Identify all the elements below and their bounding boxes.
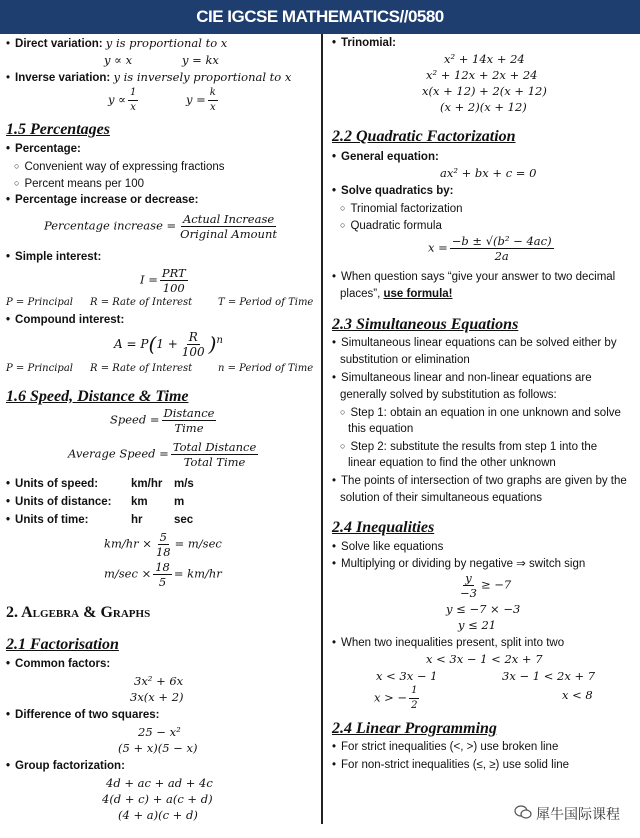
sim-step1-line1: ○ Step 1: obtain an equation in one unknown and solve [340, 405, 621, 420]
sim-step2-line1: ○ Step 2: substitute the results from step 1 into the [340, 439, 597, 454]
solve-sub2: ○ Quadratic formula [340, 218, 442, 233]
simple-interest-formula: I = $\frac{\text{PRT}}{100}$ [140, 266, 186, 295]
trinomial-line3: x(x + 12) + 2(x + 12) [422, 84, 547, 98]
lp-b1: • For strict inequalities (<, >) use broken line [332, 740, 558, 754]
units-speed-b: m/s [174, 478, 194, 490]
average-speed-formula: Average Speed = $\frac{\text{Total Distance}}{\text{Total Time}}$ [68, 440, 257, 469]
ineq-b3: • When two inequalities present, split into two [332, 636, 564, 650]
section-2-4b-title: 2.4 Linear Programming [332, 720, 497, 737]
group-factorization-label: • Group factorization: [6, 759, 125, 773]
section-2-2-title: 2.2 Quadratic Factorization [332, 128, 516, 145]
qf-note-line1: • When question says “give your answer to two decimal [332, 270, 615, 284]
page-header [0, 0, 640, 34]
trinomial-line2: x² + 12x + 2x + 24 [426, 68, 538, 82]
dos-label: • Difference of two squares: [6, 708, 159, 722]
ineq-example3: y ≤ 21 [458, 618, 497, 632]
inverse-variation-item: • Inverse variation: y is inversely proportional to x [6, 70, 291, 85]
dos-line1: 25 − x² [138, 725, 181, 739]
dos-line2: (5 + x)(5 − x) [118, 741, 198, 755]
sim-b3-line2: solution of their simultaneous equations [340, 492, 543, 504]
speed-formula: Speed = $\frac{\text{Distance}}{\text{Time}}$ [110, 406, 215, 435]
units-time-a: hr [131, 514, 143, 526]
wechat-icon [514, 805, 532, 823]
column-divider [321, 34, 323, 824]
percentage-sub1: ○ Convenient way of expressing fractions [14, 159, 225, 174]
ineq-right2: x < 8 [562, 688, 593, 702]
section-2-title: 2. Algebra & Graphs [6, 604, 151, 621]
gf-line1: 4d + ac + ad + 4c [106, 776, 213, 790]
sim-b2-line2: generally solved by substitution as follows: [340, 389, 557, 401]
direct-formula-a: y ∝ x [104, 53, 133, 67]
compound-interest-label: • Compound interest: [6, 313, 124, 327]
ineq-left2: x > − $\frac{1}{2}$ [374, 685, 418, 711]
units-time-label: • Units of time: [6, 513, 89, 527]
ci-legend-p: P = Principal [6, 363, 73, 374]
sim-b1-line1: • Simultaneous linear equations can be solved either by [332, 336, 617, 350]
common-factors-label: • Common factors: [6, 657, 110, 671]
si-legend-r: R = Rate of Interest [90, 297, 193, 308]
qf-note-line2: places”, use formula! [340, 288, 453, 300]
units-speed-a: km/hr [131, 478, 163, 490]
ineq-b1: • Solve like equations [332, 540, 443, 554]
ineq-right1: 3x − 1 < 2x + 7 [502, 669, 596, 683]
section-1-6-title: 1.6 Speed, Distance & Time [6, 388, 189, 405]
sim-b2-line1: • Simultaneous linear and non-linear equations are [332, 371, 592, 385]
lp-b2: • For non-strict inequalities (≤, ≥) use solid line [332, 758, 569, 772]
si-legend-t: T = Period of Time [218, 297, 314, 308]
solve-quadratics-label: • Solve quadratics by: [332, 184, 454, 198]
units-distance-a: km [131, 496, 148, 508]
units-speed-label: • Units of speed: [6, 477, 98, 491]
ineq-split: x < 3x − 1 < 2x + 7 [426, 652, 543, 666]
percentage-sub2: ○ Percent means per 100 [14, 176, 144, 191]
units-distance-label: • Units of distance: [6, 495, 112, 509]
pct-change-label: • Percentage increase or decrease: [6, 193, 199, 207]
compound-interest-formula: A = P(1 + $\frac{R}{100}$ )$^n$ [114, 330, 223, 359]
inverse-formula-b: y = $\frac{k}{x}$ [186, 87, 216, 113]
conversion-ms-to-kmh: m/sec × $\frac{18}{5}$ = km/hr [104, 560, 222, 589]
ineq-example2: y ≤ −7 × −3 [446, 602, 521, 616]
watermark-text: 犀牛国际课程 [536, 806, 620, 822]
gf-line3: (4 + a)(c + d) [118, 808, 198, 822]
section-2-4-title: 2.4 Inequalities [332, 519, 435, 536]
percentage-label: • Percentage: [6, 142, 81, 156]
section-1-5-title: 1.5 Percentages [6, 121, 110, 138]
simple-interest-label: • Simple interest: [6, 250, 101, 264]
ci-legend-r: R = Rate of Interest [90, 363, 193, 374]
solve-sub1: ○ Trinomial factorization [340, 201, 463, 216]
ineq-b2: • Multiplying or dividing by negative ⇒ switch sign [332, 557, 585, 571]
cf-line1: 3x² + 6x [134, 674, 184, 688]
gf-line2: 4(d + c) + a(c + d) [102, 792, 213, 806]
cf-line2: 3x(x + 2) [130, 690, 184, 704]
direct-formula-b: y = kx [182, 53, 219, 67]
section-2-3-title: 2.3 Simultaneous Equations [332, 316, 519, 333]
trinomial-line1: x² + 14x + 24 [444, 52, 525, 66]
sim-step2-line2: linear equation to find the other unknown [348, 457, 556, 469]
pct-increase-formula: Percentage increase = $\frac{\text{Actual Increase}}{\text{Original Amount}}$ [44, 212, 277, 241]
conversion-kmh-to-ms: km/hr × $\frac{5}{18}$ = m/sec [104, 530, 222, 559]
sim-b3-line1: • The points of intersection of two graphs are given by the [332, 474, 627, 488]
trinomial-line4: (x + 2)(x + 12) [440, 100, 527, 114]
si-legend-p: P = Principal [6, 297, 73, 308]
section-2-1-title: 2.1 Factorisation [6, 636, 119, 653]
units-time-b: sec [174, 514, 194, 526]
sim-step1-line2: this equation [348, 423, 414, 435]
general-equation-label: • General equation: [332, 150, 439, 164]
direct-variation-item: • Direct variation: y is proportional to x [6, 36, 227, 51]
quadratic-formula: x = $\frac{\text{−b ± √(b² − 4ac)}}{2a}$ [428, 234, 552, 263]
inverse-formula-a: y ∝ $\frac{1}{x}$ [108, 87, 137, 113]
watermark [514, 804, 620, 824]
trinomial-label: • Trinomial: [332, 36, 396, 50]
ci-legend-n: n = Period of Time [218, 363, 314, 374]
ineq-left1: x < 3x − 1 [376, 669, 438, 683]
header-title: CIE IGCSE MATHEMATICS//0580 [196, 7, 444, 26]
sim-b1-line2: substitution or elimination [340, 354, 470, 366]
units-distance-b: m [174, 496, 185, 508]
general-equation: ax² + bx + c = 0 [440, 166, 537, 180]
ineq-example1: $\frac{y}{-3}$ ≥ −7 [460, 571, 512, 600]
